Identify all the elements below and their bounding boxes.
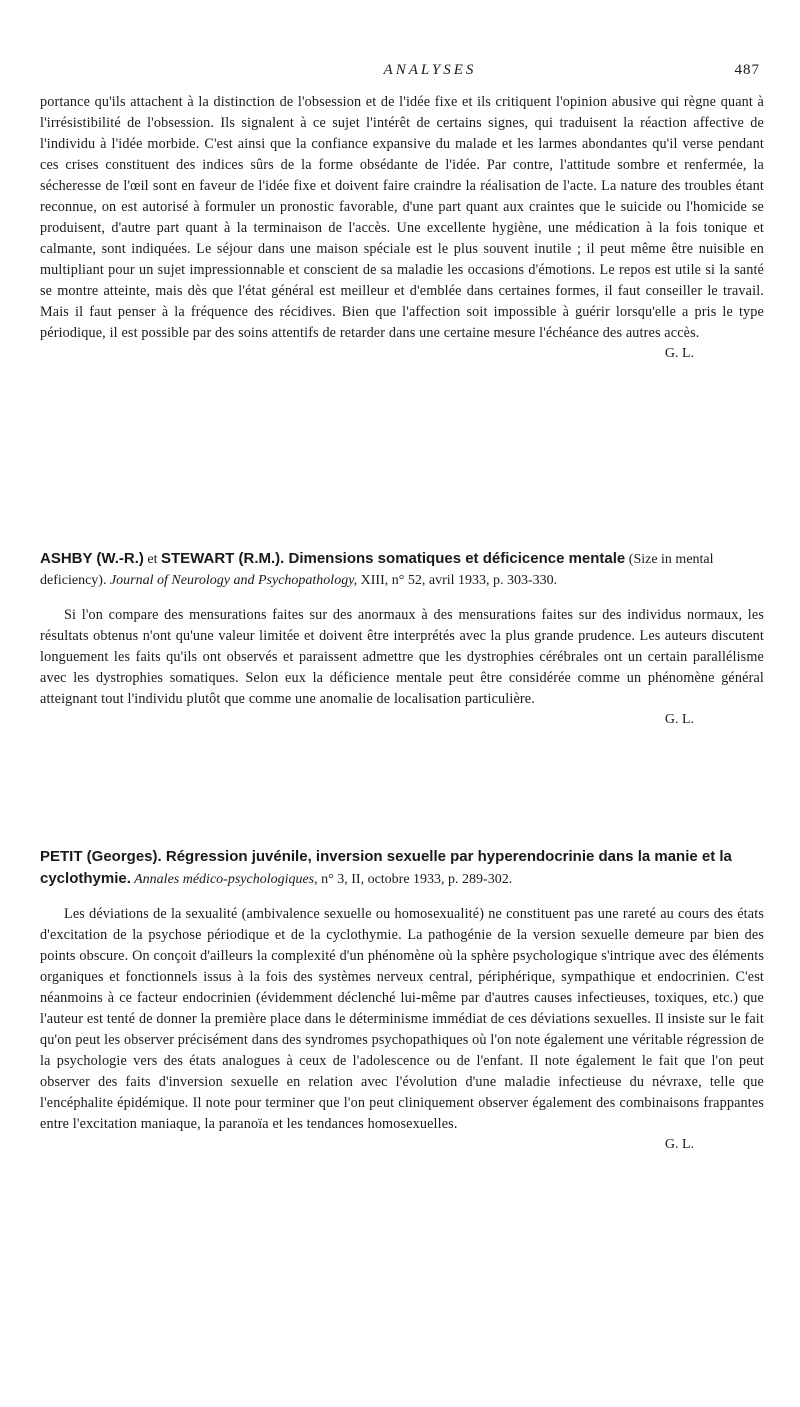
running-header — [100, 62, 760, 86]
journal-name: Annales médico-psychologiques, — [130, 872, 318, 887]
journal-name: Journal of Neurology and Psychopathology, — [109, 573, 358, 588]
entry-title: Dimensions somatiques et déficicence mentale — [284, 550, 626, 567]
review-entry-petit — [40, 846, 764, 1155]
author-name: ASHBY (W.-R.) — [40, 550, 144, 567]
reviewer-signature: G. L. — [664, 346, 694, 361]
citation-details: XIII, n° 52, avril 1933, p. 303-330. — [357, 573, 558, 588]
coauthor-name: STEWART (R.M.). — [161, 550, 285, 567]
reviewer-signature: G. L. — [664, 712, 694, 727]
entry-heading — [40, 846, 764, 890]
continuation-paragraph: portance qu'ils attachent à la distinction de l'obsession et de l'idée fixe et ils critiquent l'opinion abusive qui règne quant à l'irrésistibilité de l'obsession. Ils signalent à ce sujet l'intérêt de certains signes, qui traduisent la réaction affective de l'individu à l'idée morbide. C'est ainsi que la confiance expansive du malade et les larmes abondantes qu'il verse pendant ces crises constituent des indices sûrs de la forme obsédante de l'idée. Par contre, l'attitude sombre et renfermée, la sécheresse de l'œil sont en faveur de l'idée fixe et doivent faire craindre la réalisation de l'acte. La nature des troubles étant reconnue, on est autorisé à formuler un pronostic favorable, d'une part quant aux craintes que le suicide ou l'homicide se produisent, d'autre part quant à la terminaison de l'accès. Une excellente hygiène, une médication à la fois tonique et calmante, sont indiquées. Le séjour dans une maison spéciale est le plus souvent inutile ; il peut même être nuisible en multipliant pour un sujet impressionnable et conscient de sa maladie les occasions d'émotions. Le repos est utile si la santé se montre atteinte, mais dès que l'état général est meilleur et d'emblée dans certaines formes, il faut conseiller le travail. Mais il faut penser à la fréquence des récidives. Bien que l'affection soit impossible à guérir lorsqu'elle a pris le type périodique, il est possible par des soins attentifs de retarder dans une certaine mesure l'échéance des autres accès. — [40, 94, 764, 341]
author-conjunction: et — [143, 552, 161, 567]
entry-paragraph: Si l'on compare des mensurations faites sur des anormaux à des mensurations faites sur des individus normaux, les résultats obtenus n'ont qu'une valeur limitée et doivent être interprétés avec la plus grande prudence. Les auteurs discutent longuement les faits qu'ils ont observés et paraissent admettre que les dystrophies cérébrales ont un certain parallélisme avec les dystrophies somatiques. Selon eux la déficience mentale peut être considérée comme un phénomène général atteignant tout l'individu plutôt que comme une anomalie de localisation particulière. — [40, 607, 764, 707]
reviewer-signature: G. L. — [664, 1137, 694, 1152]
entry-title: Régression juvénile, inversion sexuelle par hyperendocrinie dans la manie et la cyclothymie. — [40, 848, 732, 887]
review-continuation — [40, 92, 764, 364]
page-number: 487 — [734, 62, 760, 78]
entry-heading — [40, 548, 764, 591]
entry-paragraph: Les déviations de la sexualité (ambivalence sexuelle ou homosexualité) ne constituent pas une rareté au cours des états d'excitation de la psychose périodique et de la cyclothymie. La pathogénie de la version sexuelle demeure par bien des points obscure. On conçoit d'ailleurs la complexité d'un phénomène où la sphère psychologique s'intrique avec des éléments organiques et fonctionnels issus à la fois des systèmes nerveux central, périphérique, sympathique et endocrinien. C'est néanmoins à ce facteur endocrinien (évidemment déclenché lui-même par d'autres causes infectieuses, toxiques, etc.) que l'auteur est tenté de donner la première place dans le déterminisme immédiat de ces déviations sexuelles. Il insiste sur le fait qu'on peut les observer précisément dans des syndromes psychopathiques où l'on note également une véritable régression de la psychologie vers des états analogues à ceux de l'adolescence ou de l'enfant. Il note également le fait que l'on peut observer des faits d'inversion sexuelle en relation avec l'évolution d'une maladie infectieuse du névraxe, telle que l'encéphalite épidémique. Il note pour terminer que l'on peut cliniquement observer également des combinaisons frappantes entre l'excitation maniaque, la paranoïa et les tendances homosexuelles. — [40, 906, 764, 1132]
entry-subtitle: (Size in mental deficiency). — [40, 552, 714, 588]
author-name: PETIT (Georges). — [40, 848, 162, 865]
review-entry-ashby — [40, 548, 764, 730]
running-title: ANALYSES — [383, 62, 477, 78]
citation-details: n° 3, II, octobre 1933, p. 289-302. — [317, 872, 513, 887]
